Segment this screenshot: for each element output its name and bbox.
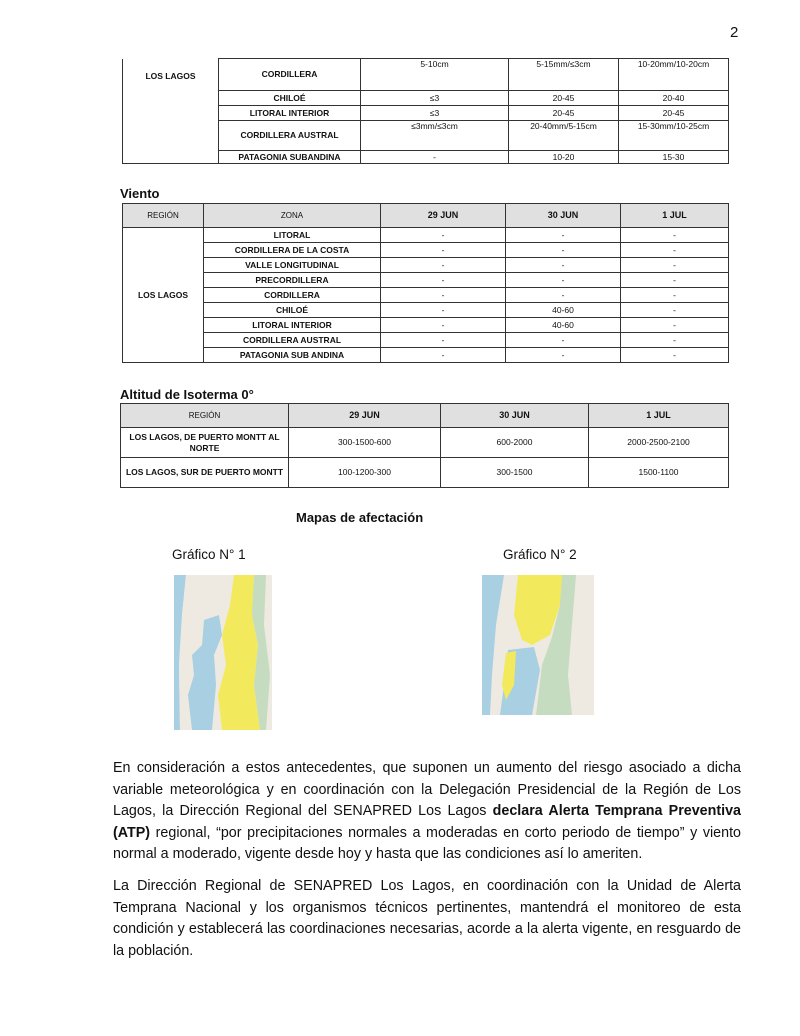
value-cell: 5-10cm	[361, 59, 509, 91]
zone-cell: CORDILLERA DE LA COSTA	[204, 243, 381, 258]
zone-cell: CORDILLERA AUSTRAL	[219, 121, 361, 151]
value-cell: -	[381, 228, 506, 243]
value-cell: ≤3mm/≤3cm	[361, 121, 509, 151]
zone-cell: VALLE LONGITUDINAL	[204, 258, 381, 273]
value-cell: 15-30	[619, 151, 729, 164]
region-cell: LOS LAGOS	[123, 59, 219, 164]
value-cell: -	[506, 348, 621, 363]
affectation-map-2	[482, 575, 594, 715]
value-cell: -	[621, 318, 729, 333]
value-cell: -	[506, 273, 621, 288]
header-29-jun: 29 JUN	[381, 204, 506, 228]
page-number: 2	[730, 24, 739, 41]
zone-cell: LITORAL INTERIOR	[204, 318, 381, 333]
zone-cell: CORDILLERA	[204, 288, 381, 303]
header-region: REGIÓN	[123, 204, 204, 228]
value-cell: -	[381, 318, 506, 333]
value-cell: 300-1500	[441, 458, 589, 488]
value-cell: -	[381, 348, 506, 363]
table-row	[123, 348, 729, 363]
zone-cell: LITORAL INTERIOR	[219, 106, 361, 121]
value-cell: -	[621, 273, 729, 288]
zone-cell: CHILOÉ	[219, 91, 361, 106]
value-cell: 100-1200-300	[289, 458, 441, 488]
value-cell: ≤3	[361, 106, 509, 121]
value-cell: -	[381, 333, 506, 348]
table-row	[123, 59, 729, 91]
paragraph-text: regional, “por precipitaciones normales a moderadas en corto periodo de tiempo” y viento normal a moderado, vigente desde hoy y hasta que las condiciones así lo ameriten.	[113, 824, 741, 862]
table-row	[123, 228, 729, 243]
table-row	[123, 243, 729, 258]
value-cell: -	[381, 258, 506, 273]
header-30-jun: 30 JUN	[506, 204, 621, 228]
table-row	[123, 318, 729, 333]
value-cell: -	[621, 228, 729, 243]
table-row	[123, 333, 729, 348]
value-cell: 300-1500-600	[289, 428, 441, 458]
value-cell: -	[381, 288, 506, 303]
header-region: REGIÓN	[121, 404, 289, 428]
value-cell: 2000-2500-2100	[589, 428, 729, 458]
value-cell: -	[621, 288, 729, 303]
value-cell: -	[506, 243, 621, 258]
value-cell: -	[506, 288, 621, 303]
zone-cell: LITORAL	[204, 228, 381, 243]
maps-title: Mapas de afectación	[296, 510, 424, 525]
header-1-jul: 1 JUL	[621, 204, 729, 228]
paragraph-text: En consideración a estos antecedentes, que suponen un aumento del riesgo asociado a dicha variable meteorológica y en coordinación con la Delegación Presidencial de la Región de Los Lagos, la Dirección Regional del SENAPRED Los Lagos	[113, 760, 741, 819]
wind-header-row	[123, 204, 729, 228]
value-cell: -	[381, 303, 506, 318]
isotherm-section-title: Altitud de Isoterma 0°	[120, 387, 254, 402]
value-cell: -	[381, 273, 506, 288]
table-row	[123, 273, 729, 288]
value-cell: ≤3	[361, 91, 509, 106]
affectation-map-1	[174, 575, 272, 730]
value-cell: 20-40mm/5-15cm	[509, 121, 619, 151]
region-cell: LOS LAGOS, SUR DE PUERTO MONTT	[121, 458, 289, 488]
value-cell: 20-40	[619, 91, 729, 106]
header-1-jul: 1 JUL	[589, 404, 729, 428]
header-29-jun: 29 JUN	[289, 404, 441, 428]
table-row	[123, 258, 729, 273]
value-cell: -	[621, 303, 729, 318]
value-cell: 5-15mm/≤3cm	[509, 59, 619, 91]
value-cell: -	[506, 228, 621, 243]
zone-cell: PATAGONIA SUB ANDINA	[204, 348, 381, 363]
value-cell: 20-45	[509, 106, 619, 121]
header-30-jun: 30 JUN	[441, 404, 589, 428]
table-row	[123, 303, 729, 318]
value-cell: -	[621, 258, 729, 273]
value-cell: 40-60	[506, 303, 621, 318]
region-cell: LOS LAGOS, DE PUERTO MONTT AL NORTE	[121, 428, 289, 458]
map1-caption: Gráfico N° 1	[172, 547, 246, 562]
value-cell: 10-20	[509, 151, 619, 164]
value-cell: 20-45	[619, 106, 729, 121]
wind-section-title: Viento	[120, 186, 160, 201]
value-cell: -	[381, 243, 506, 258]
header-zone: ZONA	[204, 204, 381, 228]
alert-declaration-paragraph	[113, 758, 741, 866]
value-cell: 20-45	[509, 91, 619, 106]
zone-cell: PATAGONIA SUBANDINA	[219, 151, 361, 164]
isotherm-table	[120, 403, 729, 488]
value-cell: 600-2000	[441, 428, 589, 458]
isotherm-header-row	[121, 404, 729, 428]
zone-cell: CORDILLERA	[219, 59, 361, 91]
monitoring-paragraph: La Dirección Regional de SENAPRED Los Lagos, en coordinación con la Unidad de Alerta Temprana Nacional y los organismos técnicos pertinentes, mantendrá el monitoreo de esta condición y establecerá las coordinaciones necesarias, acorde a la alerta vigente, en resguardo de la población.	[113, 878, 741, 959]
table-row	[121, 458, 729, 488]
wind-table	[122, 203, 729, 363]
value-cell: -	[361, 151, 509, 164]
value-cell: -	[506, 333, 621, 348]
zone-cell: PRECORDILLERA	[204, 273, 381, 288]
value-cell: 40-60	[506, 318, 621, 333]
value-cell: -	[506, 258, 621, 273]
region-cell: LOS LAGOS	[123, 228, 204, 363]
snow-table	[122, 58, 729, 164]
value-cell: 1500-1100	[589, 458, 729, 488]
zone-cell: CORDILLERA AUSTRAL	[204, 333, 381, 348]
value-cell: 15-30mm/10-25cm	[619, 121, 729, 151]
map2-caption: Gráfico N° 2	[503, 547, 577, 562]
value-cell: -	[621, 348, 729, 363]
value-cell: 10-20mm/10-20cm	[619, 59, 729, 91]
table-row	[123, 288, 729, 303]
table-row	[121, 428, 729, 458]
zone-cell: CHILOÉ	[204, 303, 381, 318]
value-cell: -	[621, 243, 729, 258]
value-cell: -	[621, 333, 729, 348]
alert-declaration-bold: declara Alerta Temprana Preventiva (ATP)	[113, 803, 742, 841]
